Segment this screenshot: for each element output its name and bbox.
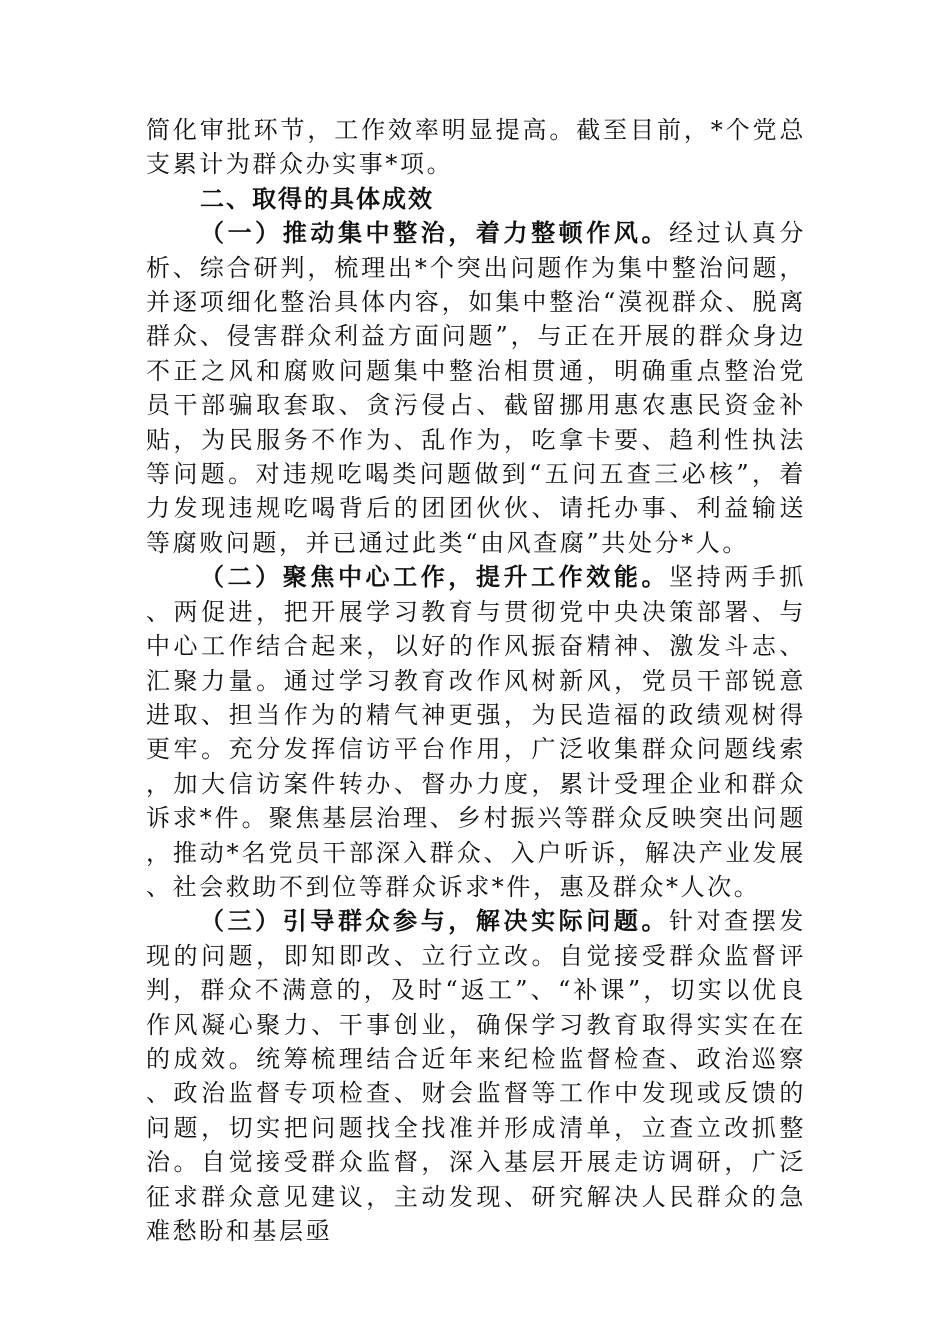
paragraph-lead: （一）推动集中整治，着力整顿作风。 [200,218,670,248]
paragraph-lead: （二）聚焦中心工作，提升工作效能。 [200,562,670,592]
paragraph-text: 坚持两手抓、两促进，把开展学习教育与贯彻党中央决策部署、与中心工作结合起来，以好的作风振奋精神、激发斗志、汇聚力量。通过学习教育改作风树新风，党员干部锐意进取、担当作为的精气神更强，为民造福的政绩观树得更牢。充分发挥信访平台作用，广泛收集群众问题线索，加大信访案件转办、督办力度，累计受理企业和群众诉求*件。聚焦基层治理、乡村振兴等群众反映突出问题，推动*名党员干部深入群众、入户听诉，解决产业发展、社会救助不到位等群众诉求*件，惠及群众*人次。 [146,563,807,901]
paragraph-concentrated-rectification [146,216,806,560]
paragraph-text: 经过认真分析、综合研判，梳理出*个突出问题作为集中整治问题，并逐项细化整治具体内容，如集中整治“漠视群众、脱离群众、侵害群众利益方面问题”，与正在开展的群众身边不正之风和腐败问题集中整治相贯通，明确重点整治党员干部骗取套取、贪污侵占、截留挪用惠农惠民资金补贴，为民服务不作为、乱作为，吃拿卡要、趋利性执法等问题。对违规吃喝类问题做到“五问五查三必核”，着力发现违规吃喝背后的团团伙伙、请托办事、利益输送等腐败问题，并已通过此类“由风查腐”共处分*人。 [146,219,807,557]
paragraph-public-participation [146,904,806,1248]
paragraph-continuation [146,113,806,182]
document-body [146,113,806,1248]
paragraph-central-work [146,560,806,904]
paragraph-text: 针对查摆发现的问题，即知即改、立行立改。自觉接受群众监督评判，群众不满意的，及时“返工”、“补课”，切实以优良作风凝心聚力、干事创业，确保学习教育取得实实在在的成效。统筹梳理结合近年来纪检监督检查、政治巡察、政治监督专项检查、财会监督等工作中发现或反馈的问题，切实把问题找全找准并形成清单，立查立改抓整治。自觉接受群众监督，深入基层开展走访调研，广泛征求群众意见建议，主动发现、研究解决人民群众的急难愁盼和基层亟 [146,907,807,1245]
section-heading: 二、取得的具体成效 [200,184,434,213]
paragraph-text: 简化审批环节，工作效率明显提高。截至目前，*个党总支累计为群众办实事*项。 [146,116,806,179]
paragraph-lead: （三）引导群众参与，解决实际问题。 [200,906,670,936]
